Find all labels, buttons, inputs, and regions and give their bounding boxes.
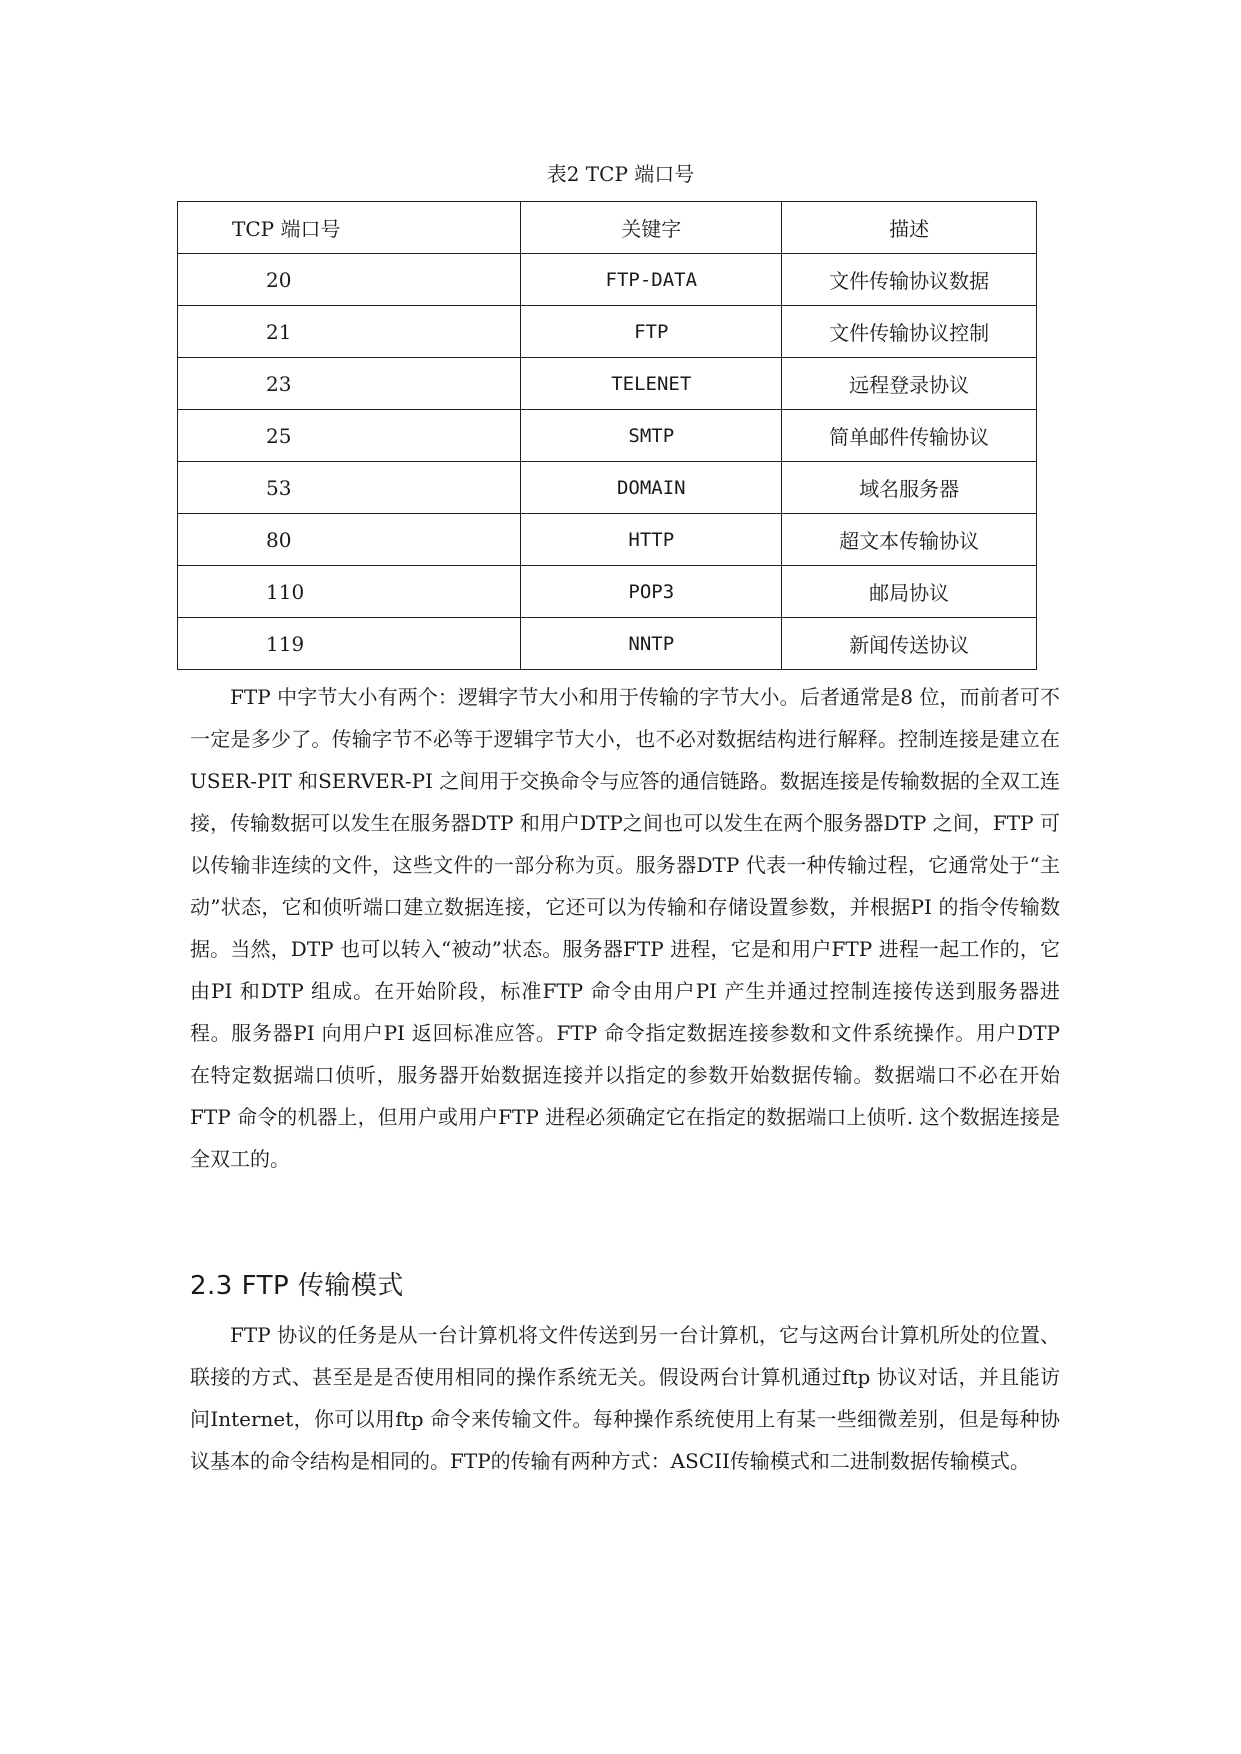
table-row bbox=[178, 618, 1037, 670]
header-description: 描述 bbox=[782, 202, 1037, 254]
description-cell: 超文本传输协议 bbox=[782, 514, 1037, 566]
table-row bbox=[178, 358, 1037, 410]
keyword-cell: DOMAIN bbox=[521, 462, 782, 514]
table-caption: 表2 TCP 端口号 bbox=[546, 162, 695, 186]
table-row bbox=[178, 410, 1037, 462]
keyword-cell: NNTP bbox=[521, 618, 782, 670]
keyword-cell: TELENET bbox=[521, 358, 782, 410]
keyword-cell: SMTP bbox=[521, 410, 782, 462]
keyword-cell: POP3 bbox=[521, 566, 782, 618]
header-port: TCP 端口号 bbox=[178, 202, 521, 254]
port-cell: 53 bbox=[178, 462, 521, 514]
port-cell: 23 bbox=[178, 358, 521, 410]
port-cell: 21 bbox=[178, 306, 521, 358]
keyword-cell: HTTP bbox=[521, 514, 782, 566]
table-row bbox=[178, 462, 1037, 514]
description-cell: 文件传输协议控制 bbox=[782, 306, 1037, 358]
description-cell: 域名服务器 bbox=[782, 462, 1037, 514]
port-cell: 110 bbox=[178, 566, 521, 618]
port-cell: 80 bbox=[178, 514, 521, 566]
keyword-cell: FTP-DATA bbox=[521, 254, 782, 306]
tcp-port-table bbox=[177, 201, 1037, 670]
table-row bbox=[178, 254, 1037, 306]
table-row bbox=[178, 306, 1037, 358]
body-paragraph-ftp-modes: FTP 协议的任务是从一台计算机将文件传送到另一台计算机，它与这两台计算机所处的位置、联接的方式、甚至是是否使用相同的操作系统无关。假设两台计算机通过ftp 协议对话，并且能访问Internet，你可以用ftp 命令来传输文件。每种操作系统使用上有某一些细微差别，但是每种协议基本的命令结构是相同的。FTP的传输有两种方式：ASCII传输模式和二进制数据传输模式。 bbox=[190, 1323, 1060, 1473]
section-heading: 2.3 FTP 传输模式 bbox=[190, 1271, 404, 1301]
table-row bbox=[178, 566, 1037, 618]
port-cell: 20 bbox=[178, 254, 521, 306]
port-cell: 25 bbox=[178, 410, 521, 462]
table-header-row bbox=[178, 202, 1037, 254]
description-cell: 邮局协议 bbox=[782, 566, 1037, 618]
keyword-cell: FTP bbox=[521, 306, 782, 358]
description-cell: 新闻传送协议 bbox=[782, 618, 1037, 670]
table-row bbox=[178, 514, 1037, 566]
header-keyword: 关键字 bbox=[521, 202, 782, 254]
description-cell: 文件传输协议数据 bbox=[782, 254, 1037, 306]
body-paragraph-ftp-bytes: FTP 中字节大小有两个：逻辑字节大小和用于传输的字节大小。后者通常是8 位，而前者可不一定是多少了。传输字节不必等于逻辑字节大小，也不必对数据结构进行解释。控制连接是建立在USER-PIT 和SERVER-PI 之间用于交换命令与应答的通信链路。数据连接是传输数据的全双工连接，传输数据可以发生在服务器DTP 和用户DTP之间也可以发生在两个服务器DTP 之间，FTP 可以传输非连续的文件，这些文件的一部分称为页。服务器DTP 代表一种传输过程，它通常处于“主动”状态，它和侦听端口建立数据连接，它还可以为传输和存储设置参数，并根据PI 的指令传输数据。当然，DTP 也可以转入“被动”状态。服务器FTP 进程，它是和用户FTP 进程一起工作的，它由PI 和DTP 组成。在开始阶段，标准FTP 命令由用户PI 产生并通过控制连接传送到服务器进程。服务器PI 向用户PI 返回标准应答。FTP 命令指定数据连接参数和文件系统操作。用户DTP 在特定数据端口侦听，服务器开始数据连接并以指定的参数开始数据传输。数据端口不必在开始FTP 命令的机器上，但用户或用户FTP 进程必须确定它在指定的数据端口上侦听. 这个数据连接是全双工的。 bbox=[190, 685, 1060, 1171]
port-cell: 119 bbox=[178, 618, 521, 670]
description-cell: 简单邮件传输协议 bbox=[782, 410, 1037, 462]
description-cell: 远程登录协议 bbox=[782, 358, 1037, 410]
